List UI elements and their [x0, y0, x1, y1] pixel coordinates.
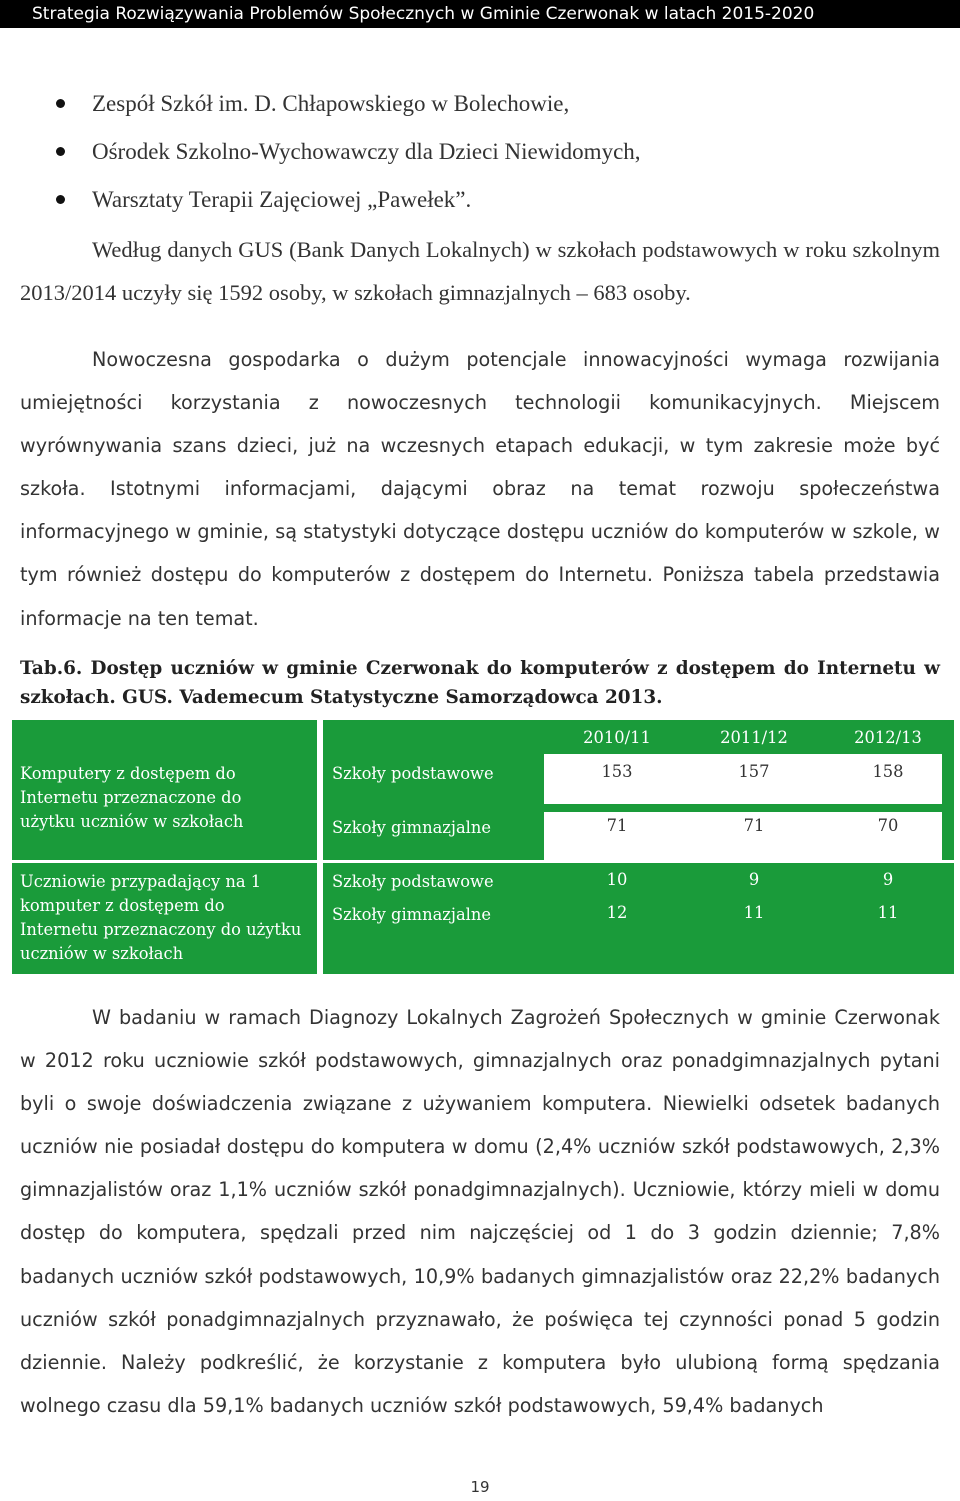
bullet-icon	[56, 99, 65, 108]
column-divider	[317, 720, 323, 860]
group-label-text: Uczniowie przypadający na 1 komputer z dostępem do Internetu przeznaczony do użytku uczniów w szkołach	[20, 872, 302, 963]
table-caption: Tab.6. Dostęp uczniów w gminie Czerwonak do komputerów z dostępem do Internetu w szkołach. GUS. Vademecum Statystyczne Samorządowca 2013.	[20, 658, 940, 708]
table-cell: 9	[748, 870, 760, 889]
year-header: 2012/13	[854, 728, 922, 747]
school-label: Szkoły gimnazjalne	[332, 905, 491, 924]
list-item-text: Zespół Szkół im. D. Chłapowskiego w Bolechowie,	[92, 91, 570, 116]
intro-paragraph: Nowoczesna gospodarka o dużym potencjale innowacyjności wymaga rozwijania umiejętności korzystania z nowoczesnych technologii komunikacyjnych. Miejscem wyrównywania szans dzieci, już na wczesnych etapach edukacji, w tym zakresie może być szkoła. Istotnymi informacjami, dającymi obraz na temat rozwoju społeczeństwa informacyjnego w gminie, są statystyki dotyczące dostępu uczniów do komputerów w szkole, w tym również dostępu do komputerów z dostępem do Internetu. Poniższa tabela przedstawia informacje na ten temat.	[20, 348, 940, 630]
table-cell: 71	[606, 816, 628, 835]
survey-paragraph: W badaniu w ramach Diagnozy Lokalnych Zagrożeń Społecznych w gminie Czerwonak w 2012 roku uczniowie szkół podstawowych, gimnazjalnych oraz ponadgimnazjalnych pytani byli o swoje doświadczenia związane z używaniem komputera. Niewielki odsetek badanych uczniów nie posiadał dostępu do komputera w domu (2,4% uczniów szkół podstawowych, 2,3% gimnazjalistów oraz 1,1% uczniów szkół ponadgimnazjalnych). Uczniowie, którzy mieli w domu dostęp do komputera, spędzali przed nim najczęściej od 1 do 3 godzin dziennie; 7,8% badanych uczniów szkół podstawowych, 10,9% badanych gimnazjalistów oraz 22,2% badanych uczniów szkół ponadgimnazjalnych przyznawało, że poświęca tej czynności ponad 5 godzin dziennie. Należy podkreślić, że korzystanie z komputera było ulubioną formą spędzania wolnego czasu dla 59,1% badanych uczniów szkół podstawowych, 59,4% badanych	[20, 1006, 940, 1417]
bullet-icon	[56, 195, 65, 204]
school-label: Szkoły podstawowe	[332, 872, 494, 891]
table-cell: 153	[601, 762, 633, 781]
table-cell: 11	[743, 903, 765, 922]
list-item	[0, 176, 960, 224]
table-cell: 10	[606, 870, 628, 889]
data-table	[12, 720, 954, 974]
group-label-text: Komputery z dostępem do Internetu przeznaczone do użytku uczniów w szkołach	[20, 764, 244, 831]
bullet-icon	[56, 147, 65, 156]
column-divider	[317, 860, 323, 974]
table-cell: 9	[882, 870, 894, 889]
table-cell: 158	[872, 762, 904, 781]
group-label	[20, 870, 305, 966]
table-cell: 11	[877, 903, 899, 922]
list-item	[0, 128, 960, 176]
group-separator-line	[12, 860, 954, 863]
list-item-text: Warsztaty Terapii Zajęciowej „Pawełek”.	[92, 187, 472, 212]
table-cell: 12	[606, 903, 628, 922]
page-number: 19	[470, 1478, 490, 1496]
table-cell: 70	[877, 816, 899, 835]
page-header: Strategia Rozwiązywania Problemów Społecznych w Gminie Czerwonak w latach 2015-2020	[0, 0, 960, 28]
group-label	[20, 762, 290, 834]
list-item	[0, 80, 960, 128]
row-divider	[544, 804, 954, 812]
table-cell: 157	[738, 762, 770, 781]
table-corner	[12, 720, 544, 754]
school-label: Szkoły gimnazjalne	[332, 818, 491, 837]
list-item-text: Ośrodek Szkolno-Wychowawczy dla Dzieci Niewidomych,	[92, 139, 641, 164]
bullet-list	[0, 80, 960, 224]
table-cell: 71	[743, 816, 765, 835]
year-header: 2011/12	[720, 728, 788, 747]
school-label: Szkoły podstawowe	[332, 764, 494, 783]
year-header: 2010/11	[583, 728, 651, 747]
gus-paragraph: Według danych GUS (Bank Danych Lokalnych) w szkołach podstawowych w roku szkolnym 2013/2014 uczyły się 1592 osoby, w szkołach gimnazjalnych – 683 osoby.	[20, 237, 940, 305]
